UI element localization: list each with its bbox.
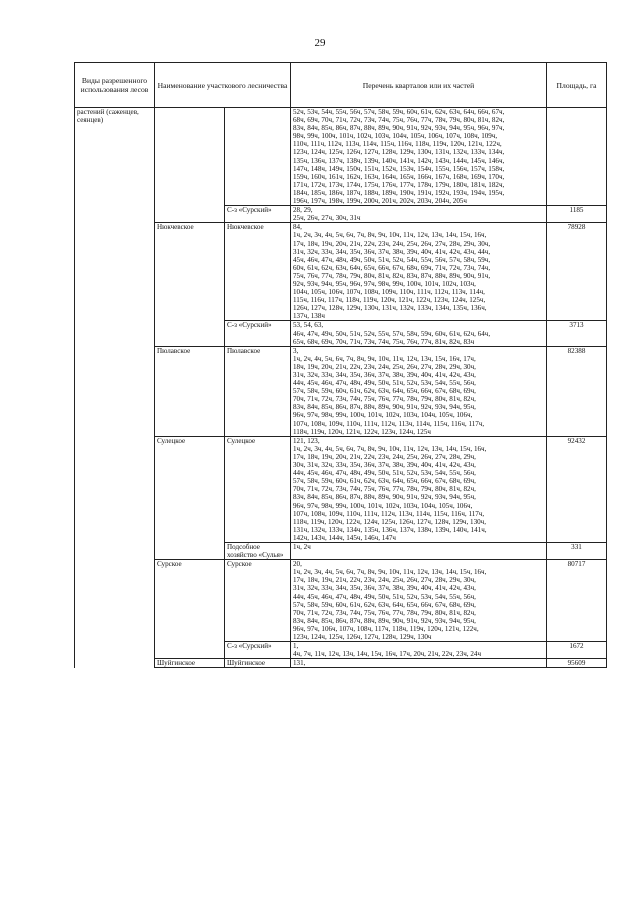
quarters-line: 57ч, 58ч, 59ч, 60ч, 61ч, 62ч, 63ч, 64ч, 65ч, 66ч, 67ч, 68ч, 69ч, [293, 387, 476, 396]
cell-area: 1185 [547, 206, 607, 223]
quarters-line: 1ч, 2ч [293, 542, 311, 551]
cell-forestry [155, 542, 225, 559]
quarters-line: 31ч, 32ч, 33ч, 34ч, 35ч, 36ч, 37ч, 38ч, 39ч, 40ч, 41ч, 42ч, 43ч, [293, 371, 476, 379]
cell-forestry [155, 321, 225, 346]
cell-forestry [155, 642, 225, 659]
quarters-line: 60ч, 61ч, 62ч, 63ч, 64ч, 65ч, 66ч, 67ч, 68ч, 69ч, 71ч, 72ч, 73ч, 74ч, [293, 263, 491, 272]
cell-forestry: Сулецкое [155, 436, 225, 542]
quarters-line: 1ч, 2ч, 3ч, 4ч, 5ч, 6ч, 7ч, 8ч, 9ч, 10ч, 11ч, 12ч, 13ч, 14ч, 15ч, 16ч, [293, 568, 487, 577]
cell-use-type [75, 642, 155, 659]
quarters-line: 17ч, 18ч, 19ч, 21ч, 22ч, 23ч, 24ч, 25ч, 26ч, 27ч, 28ч, 29ч, 30ч, [293, 576, 476, 585]
quarters-line: 17ч, 18ч, 19ч, 20ч, 21ч, 22ч, 23ч, 24ч, 25ч, 26ч, 27ч, 28ч, 29ч, [293, 452, 476, 461]
header-quarters: Перечень кварталов или их частей [291, 63, 547, 108]
quarters-line: 110ч, 111ч, 112ч, 113ч, 114ч, 115ч, 116ч, 118ч, 119ч, 120ч, 121ч, 122ч, [293, 140, 502, 149]
cell-use-type [75, 560, 155, 642]
cell-area: 82388 [547, 346, 607, 436]
cell-quarters [291, 560, 547, 642]
quarters-line: 142ч, 143ч, 144ч, 145ч, 146ч, 147ч [293, 533, 396, 542]
quarters-line: 96ч, 97ч, 98ч, 99ч, 100ч, 101ч, 102ч, 103ч, 104ч, 105ч, 106ч, [293, 501, 473, 510]
quarters-line: 20, [293, 560, 302, 569]
quarters-line: 44ч, 45ч, 46ч, 47ч, 48ч, 49ч, 50ч, 51ч, 52ч, 53ч, 54ч, 55ч, 56ч, [293, 469, 476, 478]
cell-forestry: Шуйгинское [155, 659, 225, 668]
table-row [75, 560, 607, 642]
quarters-line: 44ч, 45ч, 46ч, 47ч, 48ч, 49ч, 50ч, 51ч, 52ч, 53ч, 54ч, 55ч, 56ч, [293, 592, 476, 601]
table-row [75, 223, 607, 321]
table-header-row [75, 63, 607, 108]
cell-area: 3713 [547, 321, 607, 346]
table-row [75, 659, 607, 668]
quarters-line: 1ч, 2ч, 3ч, 4ч, 5ч, 6ч, 7ч, 8ч, 9ч, 10ч, 11ч, 12ч, 13ч, 14ч, 15ч, 16ч, [293, 444, 487, 453]
quarters-line: 83ч, 84ч, 85ч, 86ч, 87ч, 88ч, 89ч, 90ч, 91ч, 92ч, 93ч, 94ч, 95ч, 96ч, 97ч, [293, 124, 505, 133]
quarters-line: 52ч, 53ч, 54ч, 55ч, 56ч, 57ч, 58ч, 59ч, 60ч, 61ч, 62ч, 63ч, 64ч, 66ч, 67ч, [293, 108, 505, 116]
quarters-line: 96ч, 97ч, 98ч, 99ч, 100ч, 101ч, 102ч, 103ч, 104ч, 105ч, 106ч, [293, 411, 473, 420]
quarters-line: 70ч, 71ч, 72ч, 73ч, 74ч, 75ч, 76ч, 77ч, 78ч, 79ч, 80ч, 81ч, 82ч, [293, 608, 476, 617]
cell-forestry: Пюлавское [155, 346, 225, 436]
quarters-line: 107ч, 108ч, 109ч, 110ч, 111ч, 112ч, 113ч, 114ч, 115ч, 116ч, 117ч, [293, 509, 485, 518]
quarters-line: 3, [293, 346, 299, 355]
quarters-line: 17ч, 18ч, 19ч, 20ч, 21ч, 22ч, 23ч, 24ч, 25ч, 26ч, 27ч, 28ч, 29ч, 30ч, [293, 239, 491, 248]
quarters-line: 84, [293, 223, 302, 232]
cell-forestry [155, 108, 225, 206]
quarters-line: 4ч, 7ч, 11ч, 12ч, 13ч, 14ч, 15ч, 16ч, 17ч, 20ч, 21ч, 22ч, 23ч, 24ч [293, 650, 482, 659]
cell-district: Сурское [225, 560, 291, 642]
quarters-line: 107ч, 108ч, 109ч, 110ч, 111ч, 112ч, 113ч, 114ч, 115ч, 116ч, 117ч, [293, 419, 485, 428]
cell-use-type [75, 206, 155, 223]
cell-district: С-з «Сурский» [225, 206, 291, 223]
cell-district: С-з «Сурский» [225, 321, 291, 346]
header-area: Площадь, га [547, 63, 607, 108]
cell-quarters [291, 659, 547, 668]
cell-area: 80717 [547, 560, 607, 642]
quarters-line: 18ч, 19ч, 20ч, 21ч, 22ч, 23ч, 24ч, 25ч, 26ч, 27ч, 28ч, 29ч, 30ч, [293, 362, 476, 371]
quarters-line: 159ч, 160ч, 161ч, 162ч, 163ч, 164ч, 165ч, 166ч, 167ч, 168ч, 169ч, 170ч, [293, 172, 505, 181]
cell-forestry [155, 206, 225, 223]
quarters-line: 45ч, 46ч, 47ч, 48ч, 49ч, 50ч, 51ч, 52ч, 54ч, 55ч, 56ч, 57ч, 58ч, 59ч, [293, 255, 491, 264]
quarters-line: 92ч, 93ч, 94ч, 95ч, 96ч, 97ч, 98ч, 99ч, 100ч, 101ч, 102ч, 103ч, [293, 279, 476, 288]
cell-use-type [75, 346, 155, 436]
cell-district: Подсобное хозяйство «Сулья» [225, 542, 291, 559]
quarters-line: 131, [293, 659, 306, 668]
quarters-line: 25ч, 26ч, 27ч, 30ч, 31ч [293, 214, 361, 223]
cell-quarters [291, 108, 547, 206]
cell-district [225, 108, 291, 206]
quarters-line: 70ч, 71ч, 72ч, 73ч, 74ч, 75ч, 76ч, 77ч, 78ч, 79ч, 80ч, 81ч, 82ч, [293, 395, 476, 404]
table-row [75, 346, 607, 436]
cell-use-type [75, 436, 155, 542]
cell-area [547, 108, 607, 206]
quarters-line: 83ч, 84ч, 85ч, 86ч, 87ч, 88ч, 89ч, 90ч, 91ч, 92ч, 93ч, 94ч, 95ч, [293, 616, 476, 625]
quarters-line: 30ч, 31ч, 32ч, 33ч, 35ч, 36ч, 37ч, 38ч, 39ч, 40ч, 41ч, 42ч, 43ч, [293, 461, 476, 470]
quarters-line: 57ч, 58ч, 59ч, 60ч, 61ч, 62ч, 63ч, 64ч, 65ч, 66ч, 67ч, 68ч, 69ч, [293, 477, 476, 486]
cell-area: 331 [547, 542, 607, 559]
quarters-line: 70ч, 71ч, 72ч, 73ч, 74ч, 75ч, 76ч, 77ч, 78ч, 79ч, 80ч, 81ч, 82ч, [293, 485, 476, 494]
forest-quarters-table [74, 62, 607, 668]
cell-forestry: Сурское [155, 560, 225, 642]
quarters-line: 118ч, 119ч, 120ч, 121ч, 122ч, 123ч, 124ч, 125ч [293, 427, 431, 436]
quarters-line: 28, 29, [293, 206, 313, 215]
table-body [75, 108, 607, 668]
header-forestry: Наименование участкового лесничества [155, 63, 291, 108]
quarters-line: 1ч, 2ч, 4ч, 5ч, 6ч, 7ч, 8ч, 9ч, 10ч, 11ч, 12ч, 13ч, 15ч, 16ч, 17ч, [293, 354, 476, 363]
quarters-line: 53, 54, 63, [293, 321, 324, 330]
quarters-line: 126ч, 127ч, 128ч, 129ч, 130ч, 131ч, 132ч, 133ч, 134ч, 135ч, 136ч, [293, 304, 487, 313]
quarters-line: 46ч, 47ч, 49ч, 50ч, 51ч, 52ч, 55ч, 57ч, 58ч, 59ч, 60ч, 61ч, 62ч, 64ч, [293, 329, 491, 338]
cell-district: С-з «Сурский» [225, 642, 291, 659]
quarters-line: 184ч, 185ч, 186ч, 187ч, 188ч, 189ч, 190ч, 191ч, 192ч, 193ч, 194ч, 195ч, [293, 188, 505, 197]
quarters-line: 123ч, 124ч, 125ч, 126ч, 127ч, 128ч, 129ч, 130ч [293, 633, 432, 641]
table-row [75, 436, 607, 542]
quarters-line: 57ч, 58ч, 59ч, 60ч, 61ч, 62ч, 63ч, 64ч, 65ч, 66ч, 67ч, 68ч, 69ч, [293, 600, 476, 609]
quarters-line: 44ч, 45ч, 46ч, 47ч, 48ч, 49ч, 50ч, 51ч, 52ч, 53ч, 54ч, 55ч, 56ч, [293, 379, 476, 388]
cell-quarters [291, 642, 547, 659]
cell-area: 95609 [547, 659, 607, 668]
page-number: 29 [314, 37, 326, 49]
cell-use-type [75, 659, 155, 668]
quarters-line: 196ч, 197ч, 198ч, 199ч, 200ч, 201ч, 202ч, 203ч, 204ч, 205ч [293, 197, 468, 206]
table-row [75, 108, 607, 206]
quarters-line: 135ч, 136ч, 137ч, 138ч, 139ч, 140ч, 141ч, 142ч, 143ч, 144ч, 145ч, 146ч, [293, 156, 505, 165]
quarters-line: 137ч, 138ч [293, 312, 325, 321]
quarters-line: 118ч, 119ч, 120ч, 122ч, 124ч, 125ч, 126ч, 127ч, 128ч, 129ч, 130ч, [293, 517, 487, 526]
quarters-line: 123ч, 124ч, 125ч, 126ч, 127ч, 128ч, 129ч, 130ч, 131ч, 132ч, 133ч, 134ч, [293, 148, 505, 157]
quarters-line: 83ч, 84ч, 85ч, 86ч, 87ч, 88ч, 89ч, 90ч, 91ч, 92ч, 93ч, 94ч, 95ч, [293, 493, 476, 502]
quarters-line: 75ч, 76ч, 77ч, 78ч, 79ч, 80ч, 81ч, 82ч, 83ч, 87ч, 88ч, 89ч, 90ч, 91ч, [293, 271, 491, 280]
table-row [75, 206, 607, 223]
cell-quarters [291, 346, 547, 436]
quarters-line: 31ч, 32ч, 33ч, 34ч, 35ч, 36ч, 37ч, 38ч, 39ч, 40ч, 41ч, 42ч, 43ч, [293, 584, 476, 593]
cell-area: 78928 [547, 223, 607, 321]
quarters-line: 31ч, 32ч, 33ч, 34ч, 35ч, 36ч, 37ч, 38ч, 39ч, 40ч, 41ч, 42ч, 43ч, 44ч, [293, 247, 491, 256]
quarters-line: 131ч, 132ч, 133ч, 134ч, 135ч, 136ч, 137ч, 138ч, 139ч, 140ч, 141ч, [293, 525, 487, 534]
quarters-line: 1ч, 2ч, 3ч, 4ч, 5ч, 6ч, 7ч, 8ч, 9ч, 10ч, 11ч, 12ч, 13ч, 14ч, 15ч, 16ч, [293, 231, 487, 240]
cell-area: 1672 [547, 642, 607, 659]
quarters-line: 171ч, 172ч, 173ч, 174ч, 175ч, 176ч, 177ч, 178ч, 179ч, 180ч, 181ч, 182ч, [293, 180, 505, 189]
table-row [75, 321, 607, 346]
quarters-line: 65ч, 68ч, 69ч, 70ч, 71ч, 73ч, 74ч, 75ч, 76ч, 77ч, 81ч, 82ч, 83ч [293, 337, 475, 346]
quarters-line: 115ч, 116ч, 117ч, 118ч, 119ч, 120ч, 121ч, 122ч, 123ч, 124ч, 125ч, [293, 296, 486, 305]
quarters-line: 104ч, 105ч, 106ч, 107ч, 108ч, 109ч, 110ч, 111ч, 112ч, 113ч, 114ч, [293, 288, 485, 297]
quarters-line: 98ч, 99ч, 100ч, 101ч, 102ч, 103ч, 104ч, 105ч, 106ч, 107ч, 108ч, 109ч, [293, 132, 498, 141]
cell-district: Нюкчевское [225, 223, 291, 321]
quarters-line: 68ч, 69ч, 70ч, 71ч, 72ч, 73ч, 74ч, 75ч, 76ч, 77ч, 78ч, 79ч, 80ч, 81ч, 82ч, [293, 116, 505, 125]
cell-quarters [291, 206, 547, 223]
quarters-line: 121, 123, [293, 436, 320, 445]
table-row [75, 642, 607, 659]
quarters-line: 96ч, 97ч, 106ч, 107ч, 108ч, 117ч, 118ч, 119ч, 120ч, 121ч, 122ч, [293, 624, 479, 633]
cell-area: 92432 [547, 436, 607, 542]
quarters-line: 147ч, 148ч, 149ч, 150ч, 151ч, 152ч, 153ч, 154ч, 155ч, 156ч, 157ч, 158ч, [293, 164, 505, 173]
cell-use-type: растений (саженцев, сеянцев) [75, 108, 155, 206]
header-use-type: Виды разрешенного использования лесов [75, 63, 155, 108]
cell-quarters [291, 436, 547, 542]
cell-district: Сулецкое [225, 436, 291, 542]
cell-use-type [75, 542, 155, 559]
quarters-line: 1, [293, 642, 299, 651]
cell-quarters [291, 542, 547, 559]
cell-district: Шуйгинское [225, 659, 291, 668]
cell-forestry: Нюкчевское [155, 223, 225, 321]
cell-use-type [75, 321, 155, 346]
cell-use-type [75, 223, 155, 321]
cell-quarters [291, 223, 547, 321]
table-row [75, 542, 607, 559]
quarters-line: 83ч, 84ч, 85ч, 86ч, 87ч, 88ч, 89ч, 90ч, 91ч, 92ч, 93ч, 94ч, 95ч, [293, 403, 476, 412]
cell-quarters [291, 321, 547, 346]
cell-district: Пюлавское [225, 346, 291, 436]
